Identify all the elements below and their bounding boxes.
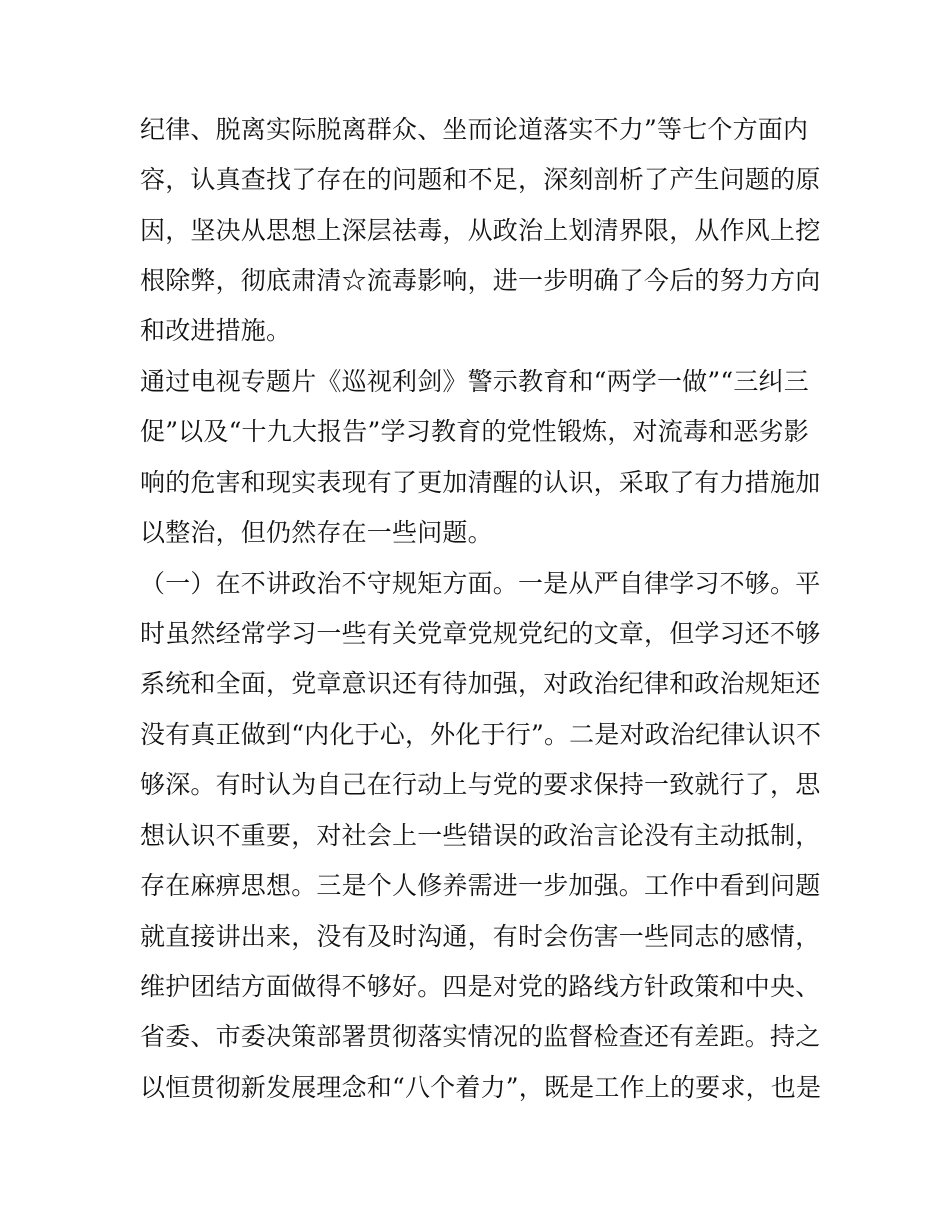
text-line: 够深。有时认为自己在行动上与党的要求保持一致就行了，思	[140, 770, 821, 799]
text-line: 响的危害和现实表现有了更加清醒的认识，采取了有力措施加	[140, 468, 821, 497]
text-line: 时虽然经常学习一些有关党章党规党纪的文章，但学习还不够	[140, 619, 821, 648]
text-line: 促”以及“十九大报告”学习教育的党性锻炼，对流毒和恶劣影	[140, 417, 809, 446]
text-line: 根除弊，彻底肃清☆流毒影响，进一步明确了今后的努力方向	[140, 266, 821, 295]
text-line: 因，坚决从思想上深层祛毒，从政治上划清界限，从作风上挖	[140, 216, 821, 245]
text-line: 纪律、脱离实际脱离群众、坐而论道落实不力”等七个方面内	[140, 115, 809, 144]
text-line: 以整治，但仍然存在一些问题。	[140, 518, 493, 547]
text-line: 想认识不重要，对社会上一些错误的政治言论没有主动抵制，	[140, 821, 821, 850]
text-line: 和改进措施。	[140, 316, 292, 345]
text-line: （一）在不讲政治不守规矩方面。一是从严自律学习不够。平	[140, 569, 821, 598]
text-line: 以恒贯彻新发展理念和“八个着力”，既是工作上的要求，也是	[140, 1073, 822, 1102]
text-line: 没有真正做到“内化于心，外化于行”。二是对政治纪律认识不	[140, 720, 822, 749]
text-line: 省委、市委决策部署贯彻落实情况的监督检查还有差距。持之	[140, 1022, 821, 1051]
text-line: 就直接讲出来，没有及时沟通，有时会伤害一些同志的感情，	[140, 922, 821, 951]
text-line: 通过电视专题片《巡视利剑》警示教育和“两学一做”“三纠三	[140, 367, 809, 396]
text-line: 容，认真查找了存在的问题和不足，深刻剖析了产生问题的原	[140, 165, 821, 194]
text-line: 维护团结方面做得不够好。四是对党的路线方针政策和中央、	[140, 972, 821, 1001]
text-line: 存在麻痹思想。三是个人修养需进一步加强。工作中看到问题	[140, 871, 821, 900]
text-line: 系统和全面，党章意识还有待加强，对政治纪律和政治规矩还	[140, 669, 821, 698]
